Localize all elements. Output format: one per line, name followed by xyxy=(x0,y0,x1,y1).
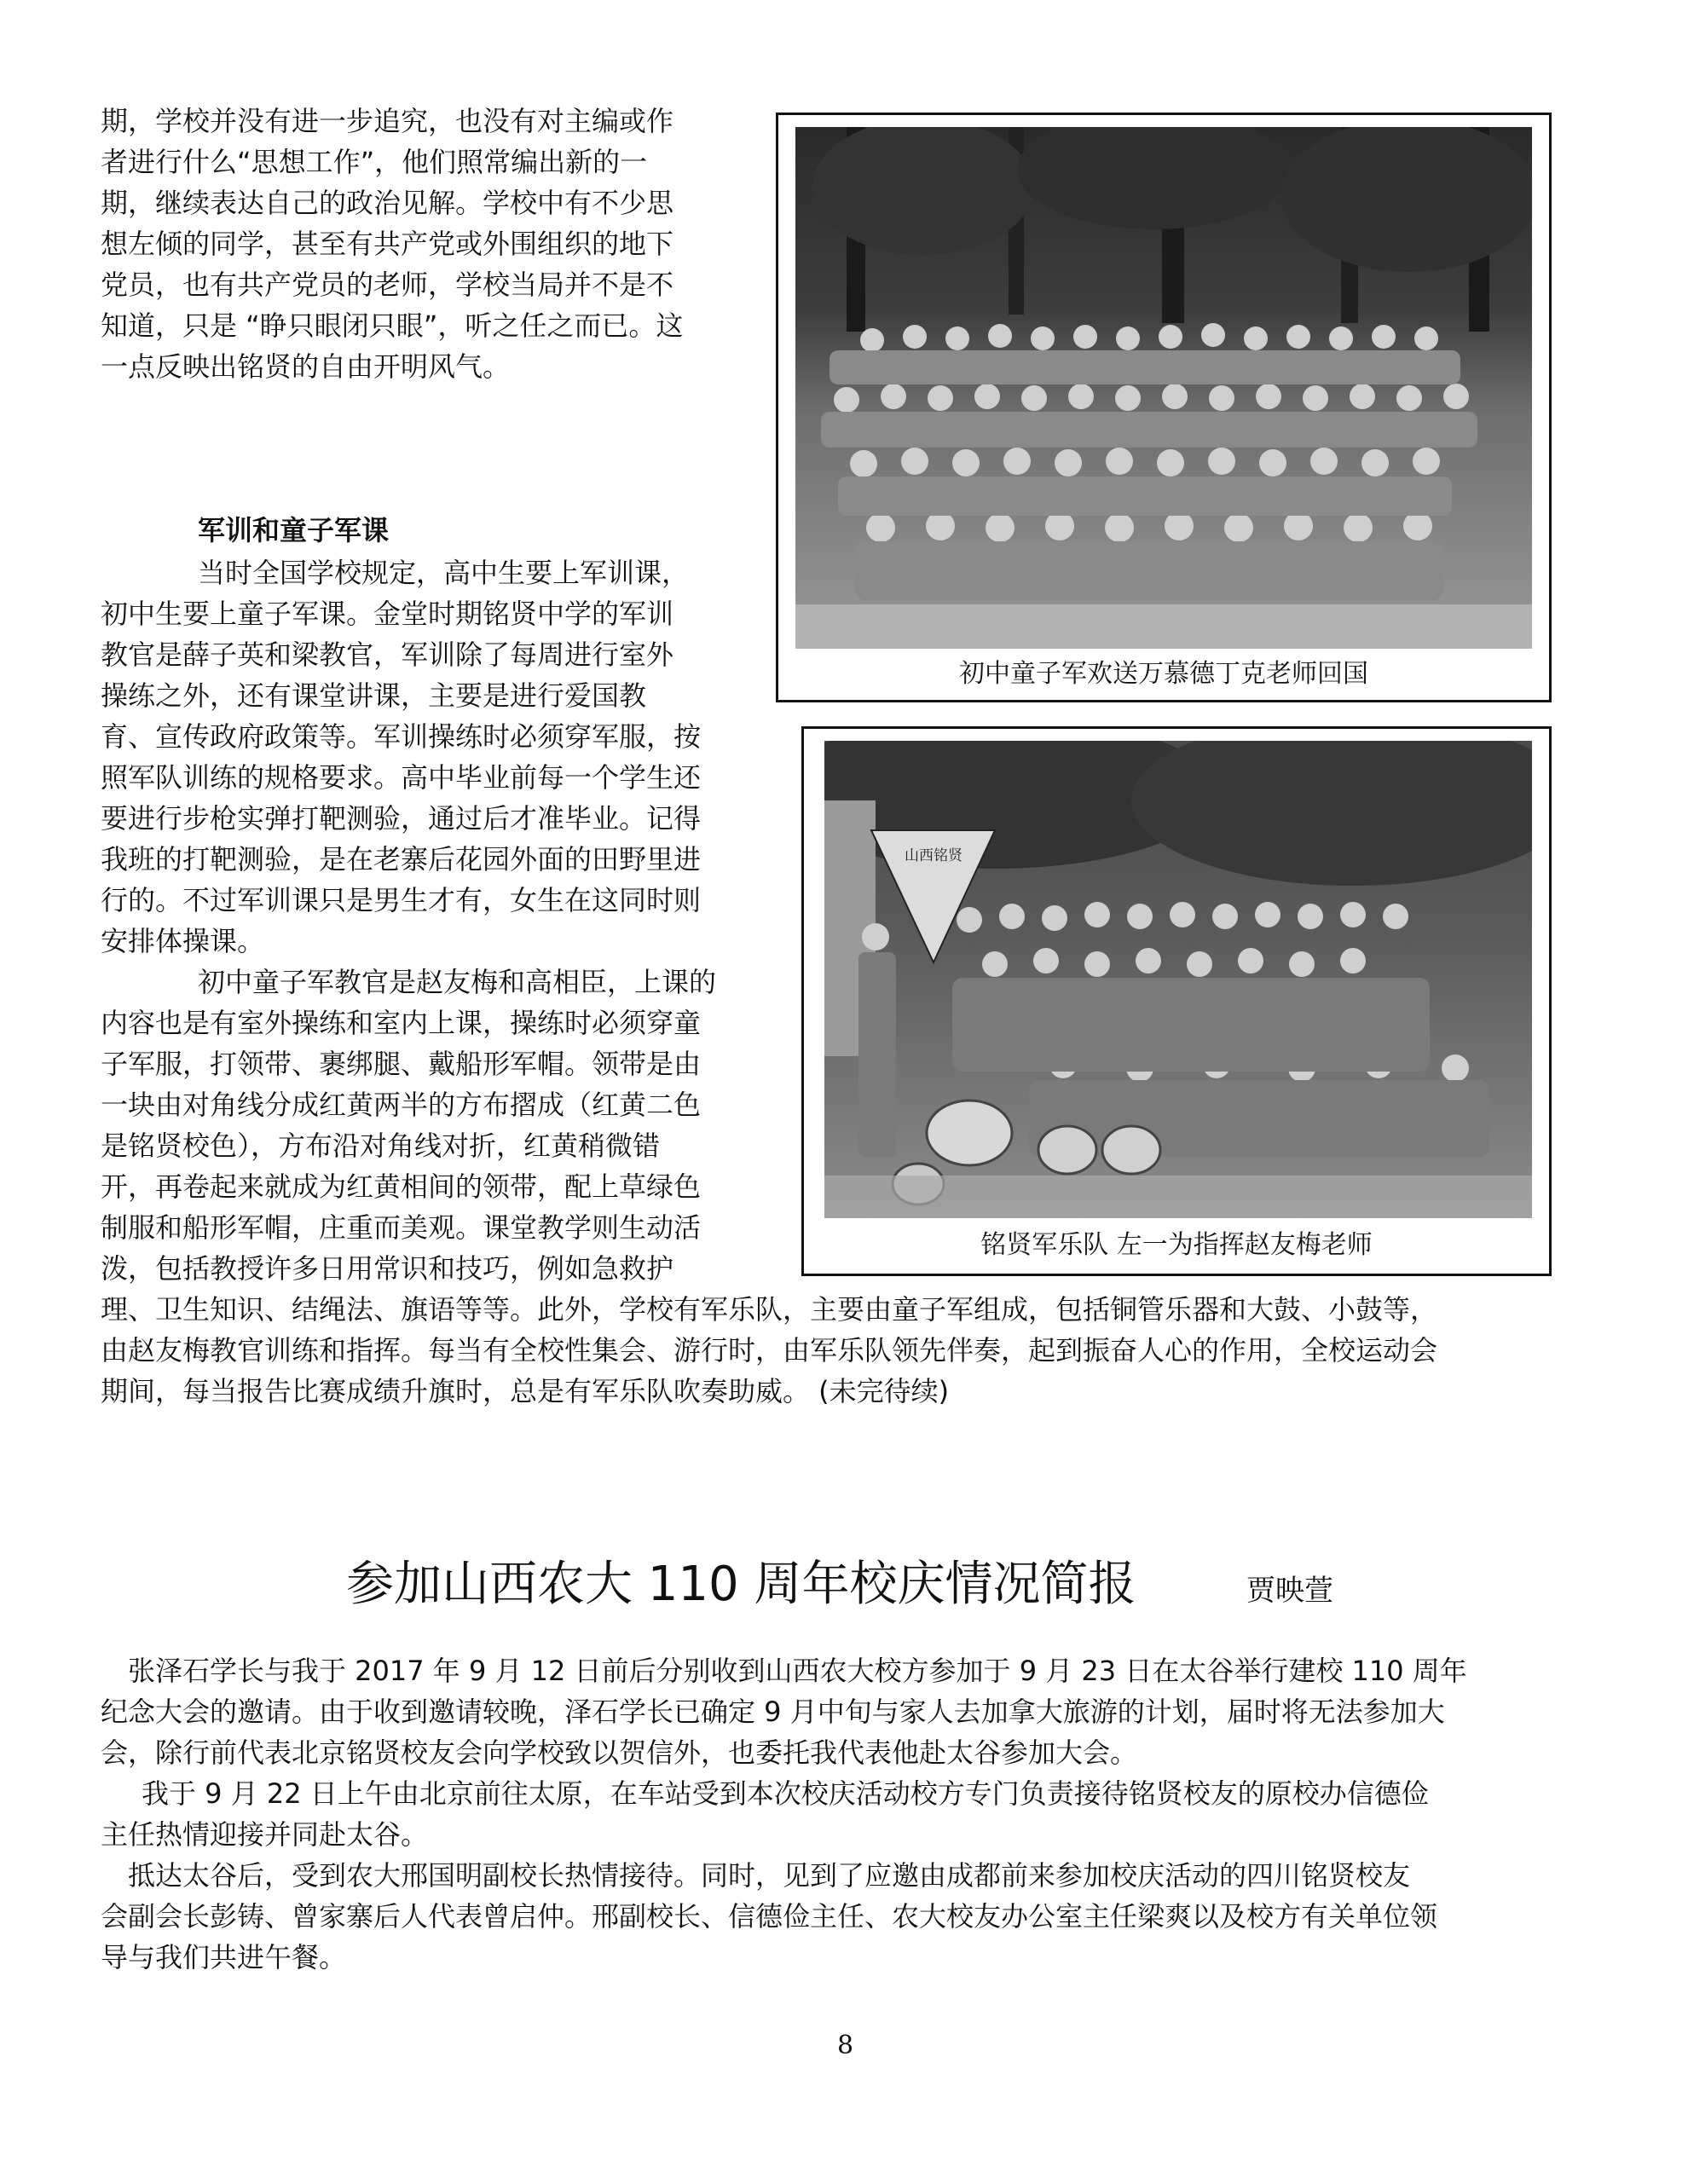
section-line: 安排体操课。 xyxy=(101,925,265,957)
section-line: 育、宣传政府政策等。军训操练时必须穿军服，按 xyxy=(101,720,702,753)
article1-col-line: 期，继续表达自己的政治见解。学校中有不少思 xyxy=(101,187,674,219)
article1-col-line: 者进行什么“思想工作”，他们照常编出新的一 xyxy=(101,146,648,178)
article1-col-line: 想左倾的同学，甚至有共产党或外围组织的地下 xyxy=(101,228,674,260)
section-line: 操练之外，还有课堂讲课，主要是进行爱国教 xyxy=(101,679,647,712)
wide-line: 期间，每当报告比赛成绩升旗时，总是有军乐队吹奏助威。 (未完待续) xyxy=(101,1375,950,1407)
article1-col-line: 党员，也有共产党员的老师，学校当局并不是不 xyxy=(101,269,674,301)
scouts-group-photo xyxy=(795,127,1532,649)
section-line: 行的。不过军训课只是男生才有，女生在这同时则 xyxy=(101,884,702,916)
article2-line: 导与我们共进午餐。 xyxy=(101,1941,347,1973)
section-line: 子军服，打领带、裹绑腿、戴船形军帽。领带是由 xyxy=(101,1048,702,1080)
article2-author: 贾映萱 xyxy=(1246,1574,1333,1608)
section-line: 内容也是有室外操练和室内上课，操练时必须穿童 xyxy=(101,1007,702,1039)
article1-col-line: 知道，只是 “睁只眼闭只眼”，听之任之而已。这 xyxy=(101,309,684,342)
banner-text: 山西铭贤 xyxy=(905,847,963,864)
article2-title: 参加山西农大 110 周年校庆情况简报 xyxy=(346,1557,1136,1612)
section-line: 一块由对角线分成红黄两半的方布摺成（红黄二色 xyxy=(101,1089,702,1121)
military-band-photo xyxy=(824,741,1532,1218)
section-line: 制服和船形军帽，庄重而美观。课堂教学则生动活 xyxy=(101,1211,702,1244)
article1-col-line: 期，学校并没有进一步追究，也没有对主编或作 xyxy=(101,105,674,137)
section-line: 我班的打靶测验，是在老寨后花园外面的田野里进 xyxy=(101,843,702,875)
article2-line: 抵达太谷后，受到农大邢国明副校长热情接待。同时，见到了应邀由成都前来参加校庆活动的四川铭贤校友 xyxy=(128,1859,1411,1892)
article1-col-line: 一点反映出铭贤的自由开明风气。 xyxy=(101,350,511,383)
section-line: 初中童子军教官是赵友梅和高相臣，上课的 xyxy=(198,966,717,998)
section-line: 是铭贤校色），方布沿对角线对折，红黄稍微错 xyxy=(101,1130,661,1162)
section-heading: 军训和童子军课 xyxy=(198,514,390,546)
article2-line: 会副会长彭铸、曾家寨后人代表曾启仲。邢副校长、信德俭主任、农大校友办公室主任梁爽以及校方有关单位领 xyxy=(101,1900,1438,1933)
article2-line: 张泽石学长与我于 2017 年 9 月 12 日前后分别收到山西农大校方参加于 9 月 23 日在太谷举行建校 110 周年 xyxy=(128,1655,1467,1687)
article2-line: 主任热情迎接并同赴太谷。 xyxy=(101,1818,429,1851)
section-line: 初中生要上童子军课。金堂时期铭贤中学的军训 xyxy=(101,598,674,630)
section-line: 当时全国学校规定，高中生要上军训课， xyxy=(198,557,690,589)
article2-line: 纪念大会的邀请。由于收到邀请较晚，泽石学长已确定 9 月中旬与家人去加拿大旅游的计划，届时将无法参加大 xyxy=(101,1696,1445,1728)
section-line: 要进行步枪实弹打靶测验，通过后才准毕业。记得 xyxy=(101,802,702,835)
page-number: 8 xyxy=(837,2031,854,2060)
photo-caption: 初中童子军欢送万慕德丁克老师回国 xyxy=(959,659,1368,689)
article2-line: 我于 9 月 22 日上午由北京前往太原，在车站受到本次校庆活动校方专门负责接待铭贤校友的原校办信德俭 xyxy=(142,1777,1429,1810)
wide-line: 理、卫生知识、结绳法、旗语等等。此外，学校有军乐队，主要由童子军组成，包括铜管乐器和大鼓、小鼓等， xyxy=(101,1293,1438,1326)
section-line: 教官是薛子英和梁教官，军训除了每周进行室外 xyxy=(101,638,674,671)
photo-frame-scouts xyxy=(776,113,1552,702)
section-line: 泼，包括教授许多日用常识和技巧，例如急救护 xyxy=(101,1252,674,1285)
photo-caption: 铭贤军乐队 左一为指挥赵友梅老师 xyxy=(980,1230,1373,1260)
article2-line: 会，除行前代表北京铭贤校友会向学校致以贺信外，也委托我代表他赴太谷参加大会。 xyxy=(101,1736,1138,1769)
section-line: 照军队训练的规格要求。高中毕业前每一个学生还 xyxy=(101,761,702,794)
section-line: 开，再卷起来就成为红黄相间的领带，配上草绿色 xyxy=(101,1170,702,1203)
photo-frame-band xyxy=(801,726,1552,1276)
wide-line: 由赵友梅教官训练和指挥。每当有全校性集会、游行时，由军乐队领先伴奏，起到振奋人心的作用，全校运动会 xyxy=(101,1334,1438,1366)
